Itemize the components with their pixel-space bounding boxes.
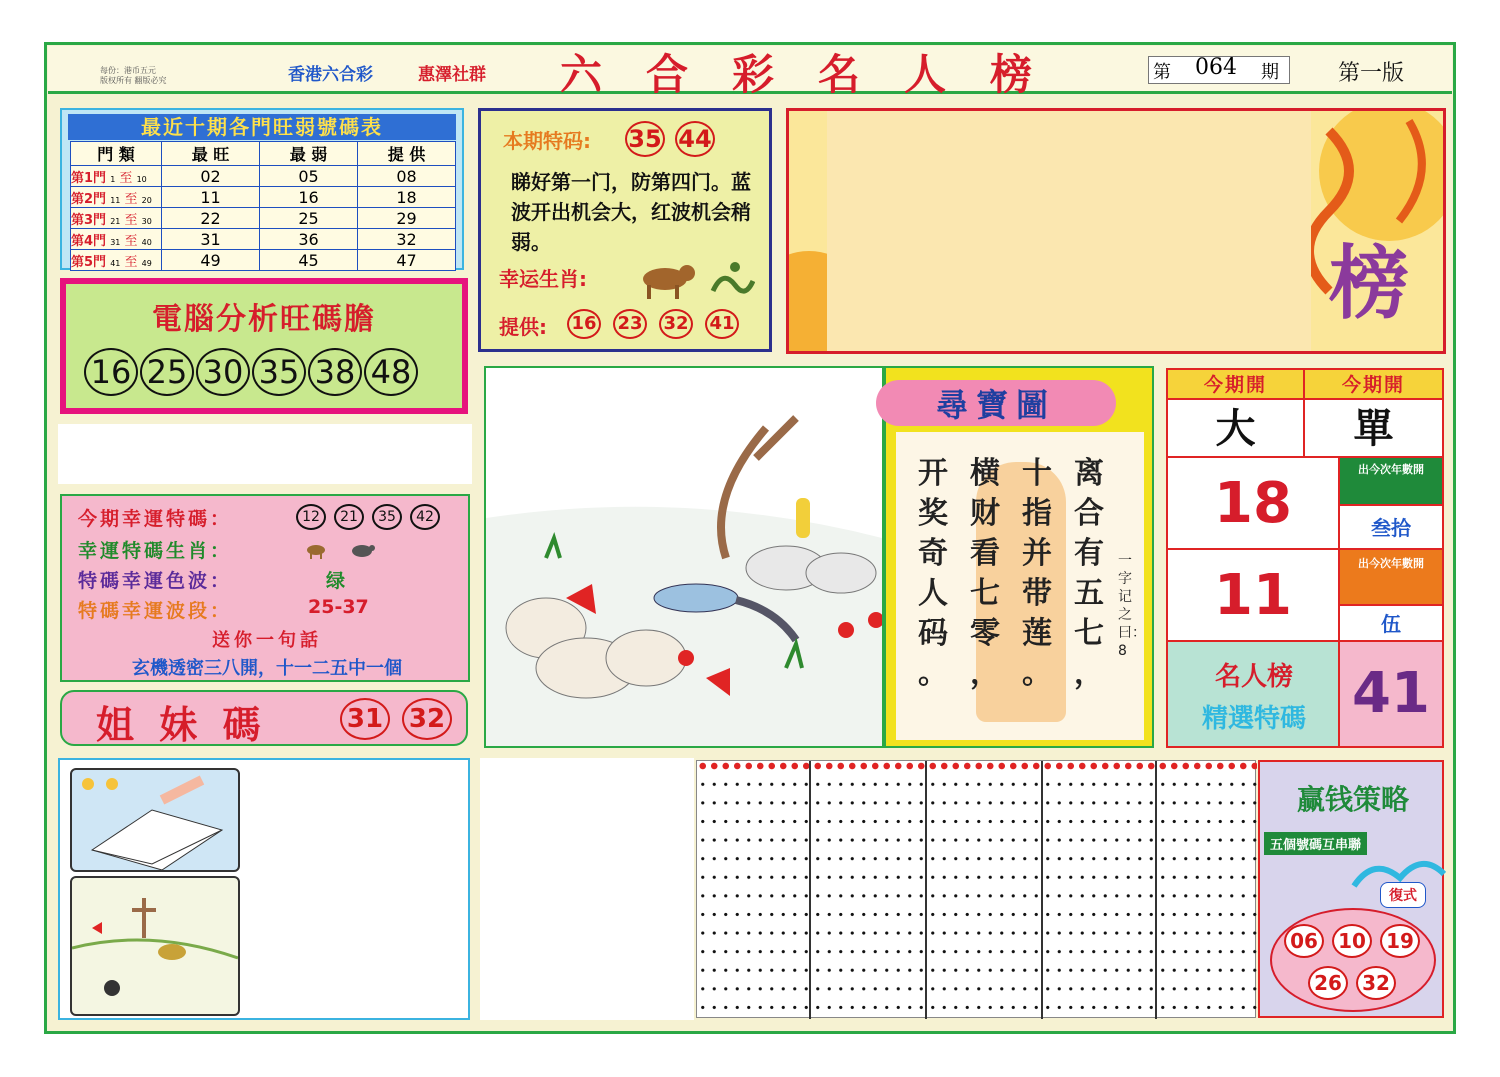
special-number: 44: [675, 121, 715, 157]
ten-period-panel: [60, 108, 464, 270]
analysis-number: 25: [140, 348, 194, 396]
edition-label: 第一版: [1338, 61, 1405, 86]
zodiac-small-images: [302, 538, 392, 560]
blank-strip: [58, 424, 472, 484]
odd-value: 單: [1305, 400, 1442, 458]
sister-number: 32: [402, 698, 452, 740]
strategy-number: 19: [1380, 924, 1420, 958]
phrase-label: 送你一句話: [212, 630, 322, 651]
table-row: 第1門 1 至 10 02 05 08: [71, 166, 456, 187]
chart-dots: [697, 775, 1257, 1019]
book-illustration: [70, 768, 240, 872]
count-number-1: 18: [1168, 458, 1340, 550]
lucky-number: 12: [296, 504, 326, 530]
lucky-number: 21: [334, 504, 364, 530]
fine-print: 每份：港币五元 版权所有 翻版必究: [100, 66, 167, 85]
banner-glyph: 榜: [1329, 236, 1409, 330]
col-offer: 提 供: [358, 142, 456, 166]
header-bar: [48, 46, 1452, 99]
computer-analysis-panel: [60, 278, 468, 414]
lucky-number: 42: [410, 504, 440, 530]
table-row: 第2門 11 至 20 11 16 18: [71, 187, 456, 208]
lucky-color: 绿: [326, 570, 346, 592]
chart-header-dots: [697, 761, 1257, 771]
banner-blank-area: [827, 111, 1311, 354]
strategy-panel: [1258, 760, 1444, 1018]
strategy-numbers: [1270, 908, 1436, 1012]
table-row: 第5門 41 至 49 49 45 47: [71, 250, 456, 271]
lucky-number: 35: [372, 504, 402, 530]
analysis-number: 35: [252, 348, 306, 396]
sister-label: 姐 妹 碼: [96, 702, 267, 747]
deer-icon: [307, 545, 325, 559]
poem-punct: 。: [1022, 656, 1052, 691]
zodiac-images: [635, 257, 755, 301]
computer-analysis-title: 電腦分析旺碼膽: [152, 302, 376, 337]
col-hot: 最 旺: [162, 142, 260, 166]
brand-hk: 香港六合彩: [288, 65, 373, 85]
famous-number: 41: [1340, 642, 1442, 746]
poem-punct: ，: [1074, 656, 1104, 691]
number-dot-chart: [696, 760, 1256, 1018]
treasure-map-panel: [884, 366, 1154, 748]
dragon-icon: [713, 262, 753, 291]
offer-number: 32: [659, 309, 693, 339]
treasure-map-title: 尋寶圖: [935, 386, 1056, 424]
field-illustration: [70, 876, 240, 1016]
brand-community: 惠澤社群: [418, 65, 486, 85]
poem-column: 横财看七零: [970, 456, 1000, 651]
special-number: 35: [625, 121, 665, 157]
special-text: 睇好第一门，防第四门。蓝波开出机会大，红波机会稍弱。: [511, 170, 751, 254]
col-cold: 最 弱: [260, 142, 358, 166]
strategy-number: 06: [1284, 924, 1324, 958]
sister-number: 31: [340, 698, 390, 740]
count-header-1: 出今次年數開: [1340, 458, 1442, 506]
strategy-tag: 復式: [1380, 882, 1426, 908]
count-header-2: 出今次年數開: [1340, 550, 1442, 606]
analysis-number: 38: [308, 348, 362, 396]
strategy-title: 赢钱策略: [1296, 783, 1409, 816]
analysis-number: 48: [364, 348, 418, 396]
count-number-2: 11: [1168, 550, 1340, 642]
ten-period-table: [70, 141, 456, 271]
lucky-range: 25-37: [308, 596, 369, 618]
col-gate: 門 類: [71, 142, 162, 166]
count-value-1: 叁拾: [1340, 506, 1442, 550]
scene-illustration: [486, 368, 882, 746]
treasure-map-poem: [896, 432, 1144, 740]
offer-number: 23: [613, 309, 647, 339]
strategy-subtitle: 五個號碼互串聯: [1264, 832, 1367, 855]
issue-box: 第 064 期: [1148, 56, 1290, 84]
offer-number: 16: [567, 309, 601, 339]
big-value: 大: [1168, 400, 1305, 458]
rat-icon: [352, 545, 375, 557]
cartoon-scene: [484, 366, 884, 748]
page-title: 六合彩名人榜: [560, 50, 1077, 99]
strategy-number: 32: [1356, 966, 1396, 1000]
ten-period-title: 最近十期各門旺弱號碼表: [68, 114, 456, 140]
poem-punct: 。: [918, 656, 948, 691]
phrase-text: 玄機透密三八開，十一二五中一個: [132, 658, 402, 679]
count-value-2: 伍: [1340, 606, 1442, 642]
analysis-numbers: [84, 348, 456, 396]
lucky-panel: 今期幸運特碼： 12 21 35 42 幸運特碼生肖： 特碼幸運色波： 绿 特碼幸運波段： 25-37 送你一句話 玄機透密三八開，十一二五中一個: [60, 494, 470, 682]
big-small-panel: 今期開 今期開 大 單 18 出今次年數開 叁拾 11 出今次年數開 伍 名人榜 精選特碼 41: [1166, 368, 1444, 748]
issue-number: 064: [1195, 55, 1237, 80]
poem-side-note: 一字记之曰：8: [1118, 553, 1146, 659]
illustration-panel: [58, 758, 470, 1020]
banner-artwork: [786, 108, 1446, 354]
table-row: 第3門 21 至 30 22 25 29: [71, 208, 456, 229]
sister-numbers-panel: [60, 690, 468, 746]
poem-column: 离合有五七: [1074, 456, 1104, 651]
special-code-panel: 本期特码: 35 44 睇好第一门，防第四门。蓝波开出机会大，红波机会稍弱。 幸运生肖: 提供: 16 23 32 41: [478, 108, 772, 352]
table-row: 第4門 31 至 40 31 36 32: [71, 229, 456, 250]
strategy-number: 10: [1332, 924, 1372, 958]
strategy-number: 26: [1308, 966, 1348, 1000]
analysis-number: 30: [196, 348, 250, 396]
blank-middle: [480, 758, 694, 1020]
famous-picks: 名人榜 精選特碼: [1168, 642, 1340, 746]
poem-column: 开奖奇人码: [918, 456, 948, 651]
offer-number: 41: [705, 309, 739, 339]
poem-column: 十指并带莲: [1022, 456, 1052, 651]
analysis-number: 16: [84, 348, 138, 396]
poem-punct: ，: [970, 656, 1000, 691]
tiger-icon: [643, 265, 695, 299]
